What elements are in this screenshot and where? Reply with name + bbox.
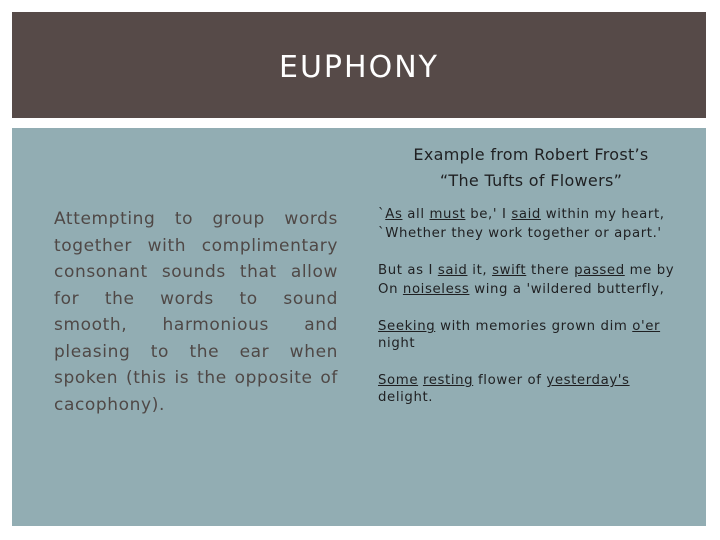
definition-text: Attempting to group words together with complimentary consonant sounds that allow for the words to sound smooth, harmonious and pleasing to the ear when spoken (this is the opposite of cacophony). [54, 209, 338, 415]
poem-text: ` [378, 207, 386, 222]
poem-text: me by [624, 263, 675, 278]
poem-text: On [378, 282, 403, 297]
poem-text: there [526, 263, 575, 278]
underlined-word: yesterday's [546, 373, 630, 388]
example-heading [384, 142, 678, 194]
underlined-word: passed [574, 263, 625, 278]
poem-text: delight. [378, 390, 434, 405]
underlined-word: swift [492, 263, 527, 278]
poem-line-2 [378, 225, 678, 242]
underlined-word: said [437, 263, 468, 278]
poem-text: with memories grown dim [435, 319, 633, 334]
underlined-word: Some [378, 373, 419, 388]
underlined-word: o'er [632, 319, 661, 334]
poem-line-4 [378, 281, 678, 298]
underlined-word: resting [422, 373, 474, 388]
example-column [378, 142, 678, 406]
poem-text: all [402, 207, 430, 222]
underlined-word: As [385, 207, 403, 222]
underlined-word: said [511, 207, 541, 222]
poem-text: within my heart, [540, 207, 665, 222]
example-heading-line1: Example from Robert Frost’s [413, 145, 649, 164]
poem-line-5 [378, 318, 678, 352]
poem-text: night [378, 336, 416, 351]
poem-text: it, [467, 263, 493, 278]
underlined-word: noiseless [402, 282, 470, 297]
poem-text: But as I [378, 263, 438, 278]
poem-line-3 [378, 262, 678, 279]
example-heading-line2: “The Tufts of Flowers” [439, 171, 623, 190]
underlined-word: must [429, 207, 466, 222]
poem-text: flower of [473, 373, 547, 388]
slide-title: EUPHONY [279, 49, 439, 85]
poem-line-6 [378, 372, 678, 406]
content-panel [12, 128, 706, 526]
underlined-word: Seeking [378, 319, 436, 334]
poem-text: be,' I [465, 207, 512, 222]
poem-text: wing a 'wildered butterfly, [469, 282, 665, 297]
poem-line-1 [378, 206, 678, 223]
poem-excerpt [378, 206, 678, 406]
title-bar [12, 12, 706, 118]
poem-text: `Whether they work together or apart.' [378, 226, 662, 241]
